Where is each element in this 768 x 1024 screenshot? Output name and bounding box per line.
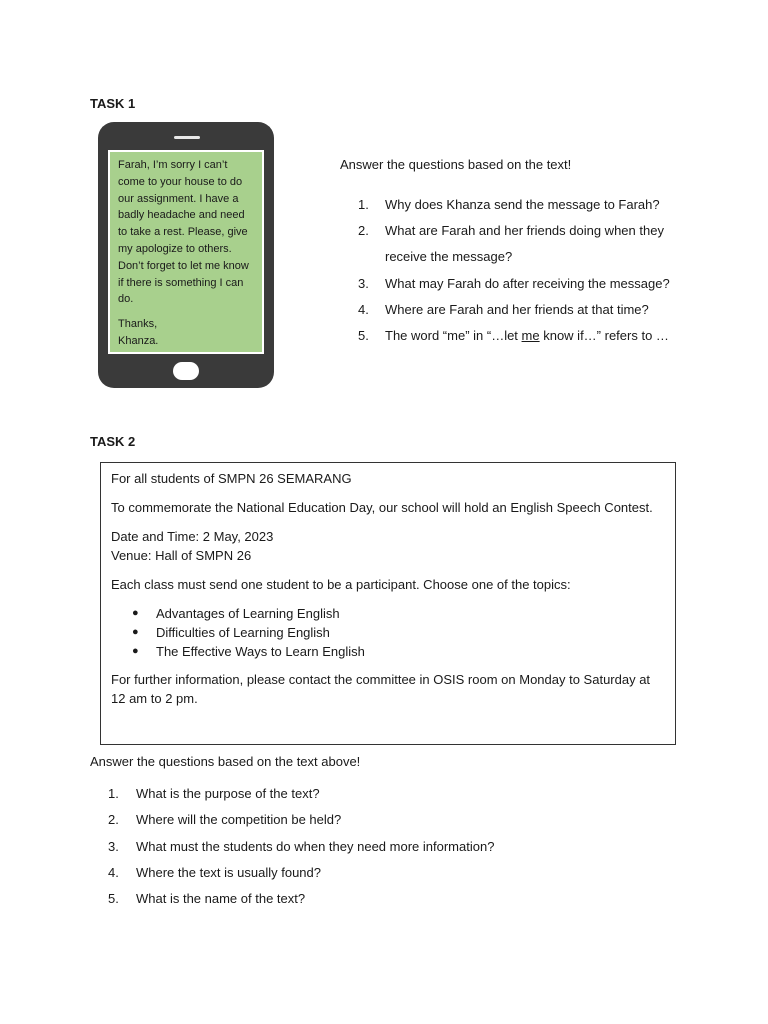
question-number: 4.: [358, 301, 369, 317]
task2-instruction: Answer the questions based on the text above!: [90, 754, 361, 769]
question-text: Why does Khanza send the message to Farah?: [385, 197, 660, 212]
question-text: What is the purpose of the text?: [136, 786, 320, 801]
question-number: 1.: [358, 197, 369, 212]
question-text: What is the name of the text?: [136, 891, 306, 907]
task2-question-list: [108, 781, 494, 912]
announcement-audience: For all students of SMPN 26 SEMARANG: [111, 471, 352, 486]
question-text: What are Farah and her friends doing when they receive the message?: [385, 223, 664, 265]
question-text: What may Farah do after receiving the message?: [385, 275, 670, 291]
question-text: Where the text is usually found?: [136, 864, 321, 880]
topic-list: [111, 604, 665, 661]
phone-illustration: [98, 122, 274, 388]
message-closing: Thanks,: [118, 318, 158, 331]
task1-heading: TASK 1: [90, 96, 136, 111]
message-body: Farah, I’m sorry I can’t come to your house to do our assignment. I have a badly headache and need to take a rest. Please, give my apologize to others. Don’t forget to let me know if there is something I can do.: [118, 159, 249, 306]
list-item: [108, 807, 494, 833]
task1-question-list: [358, 192, 698, 349]
question-text: Where are Farah and her friends at that time?: [385, 301, 649, 317]
list-item: [111, 604, 665, 623]
announcement-instruction: Each class must send one student to be a participant. Choose one of the topics:: [111, 577, 571, 592]
list-item: [358, 271, 698, 297]
list-item: [358, 323, 698, 349]
question-text: What must the students do when they need more information?: [136, 838, 495, 854]
phone-home-button: [173, 362, 199, 380]
list-item: [358, 297, 698, 323]
phone-speaker: [174, 136, 200, 139]
announcement-box: [100, 462, 676, 745]
bullet-icon: ●: [132, 626, 139, 638]
topic-text: Advantages of Learning English: [156, 606, 340, 621]
question-number: 4.: [108, 864, 119, 880]
question-text-before: The word “me” in “…let: [385, 328, 522, 344]
question-number: 2.: [108, 812, 119, 828]
question-number: 5.: [108, 891, 119, 907]
topic-text: Difficulties of Learning English: [156, 625, 330, 640]
announcement-details: [111, 527, 665, 565]
question-number: 1.: [108, 786, 119, 801]
list-item: [108, 781, 494, 807]
question-number: 3.: [108, 838, 119, 854]
list-item: [108, 860, 494, 886]
task1-instruction: Answer the questions based on the text!: [340, 157, 572, 172]
question-number: 3.: [358, 275, 369, 291]
question-text: Where will the competition be held?: [136, 812, 342, 828]
announcement-intro: To commemorate the National Education Day, our school will hold an English Speech Contest.: [111, 500, 653, 515]
list-item: [358, 218, 698, 270]
list-item: [111, 623, 665, 642]
task2-heading: TASK 2: [90, 434, 136, 449]
phone-screen-message: [108, 150, 264, 354]
question-text: [385, 323, 698, 349]
underlined-word: me: [521, 328, 540, 344]
bullet-icon: ●: [132, 645, 139, 657]
question-number: 2.: [358, 223, 369, 239]
announcement-contact: For further information, please contact the committee in OSIS room on Monday to Saturday at 12 am to 2 pm.: [111, 672, 651, 706]
question-text-after: know if…” refers to …: [539, 328, 669, 344]
announcement-venue: Venue: Hall of SMPN 26: [111, 548, 252, 563]
topic-text: The Effective Ways to Learn English: [156, 644, 365, 659]
question-number: 5.: [358, 328, 369, 344]
list-item: [108, 834, 494, 860]
list-item: [108, 886, 494, 912]
list-item: [111, 642, 665, 661]
bullet-icon: ●: [132, 607, 139, 619]
message-sender: Khanza.: [118, 334, 159, 347]
list-item: [358, 192, 698, 218]
announcement-date-time: Date and Time: 2 May, 2023: [111, 529, 274, 544]
